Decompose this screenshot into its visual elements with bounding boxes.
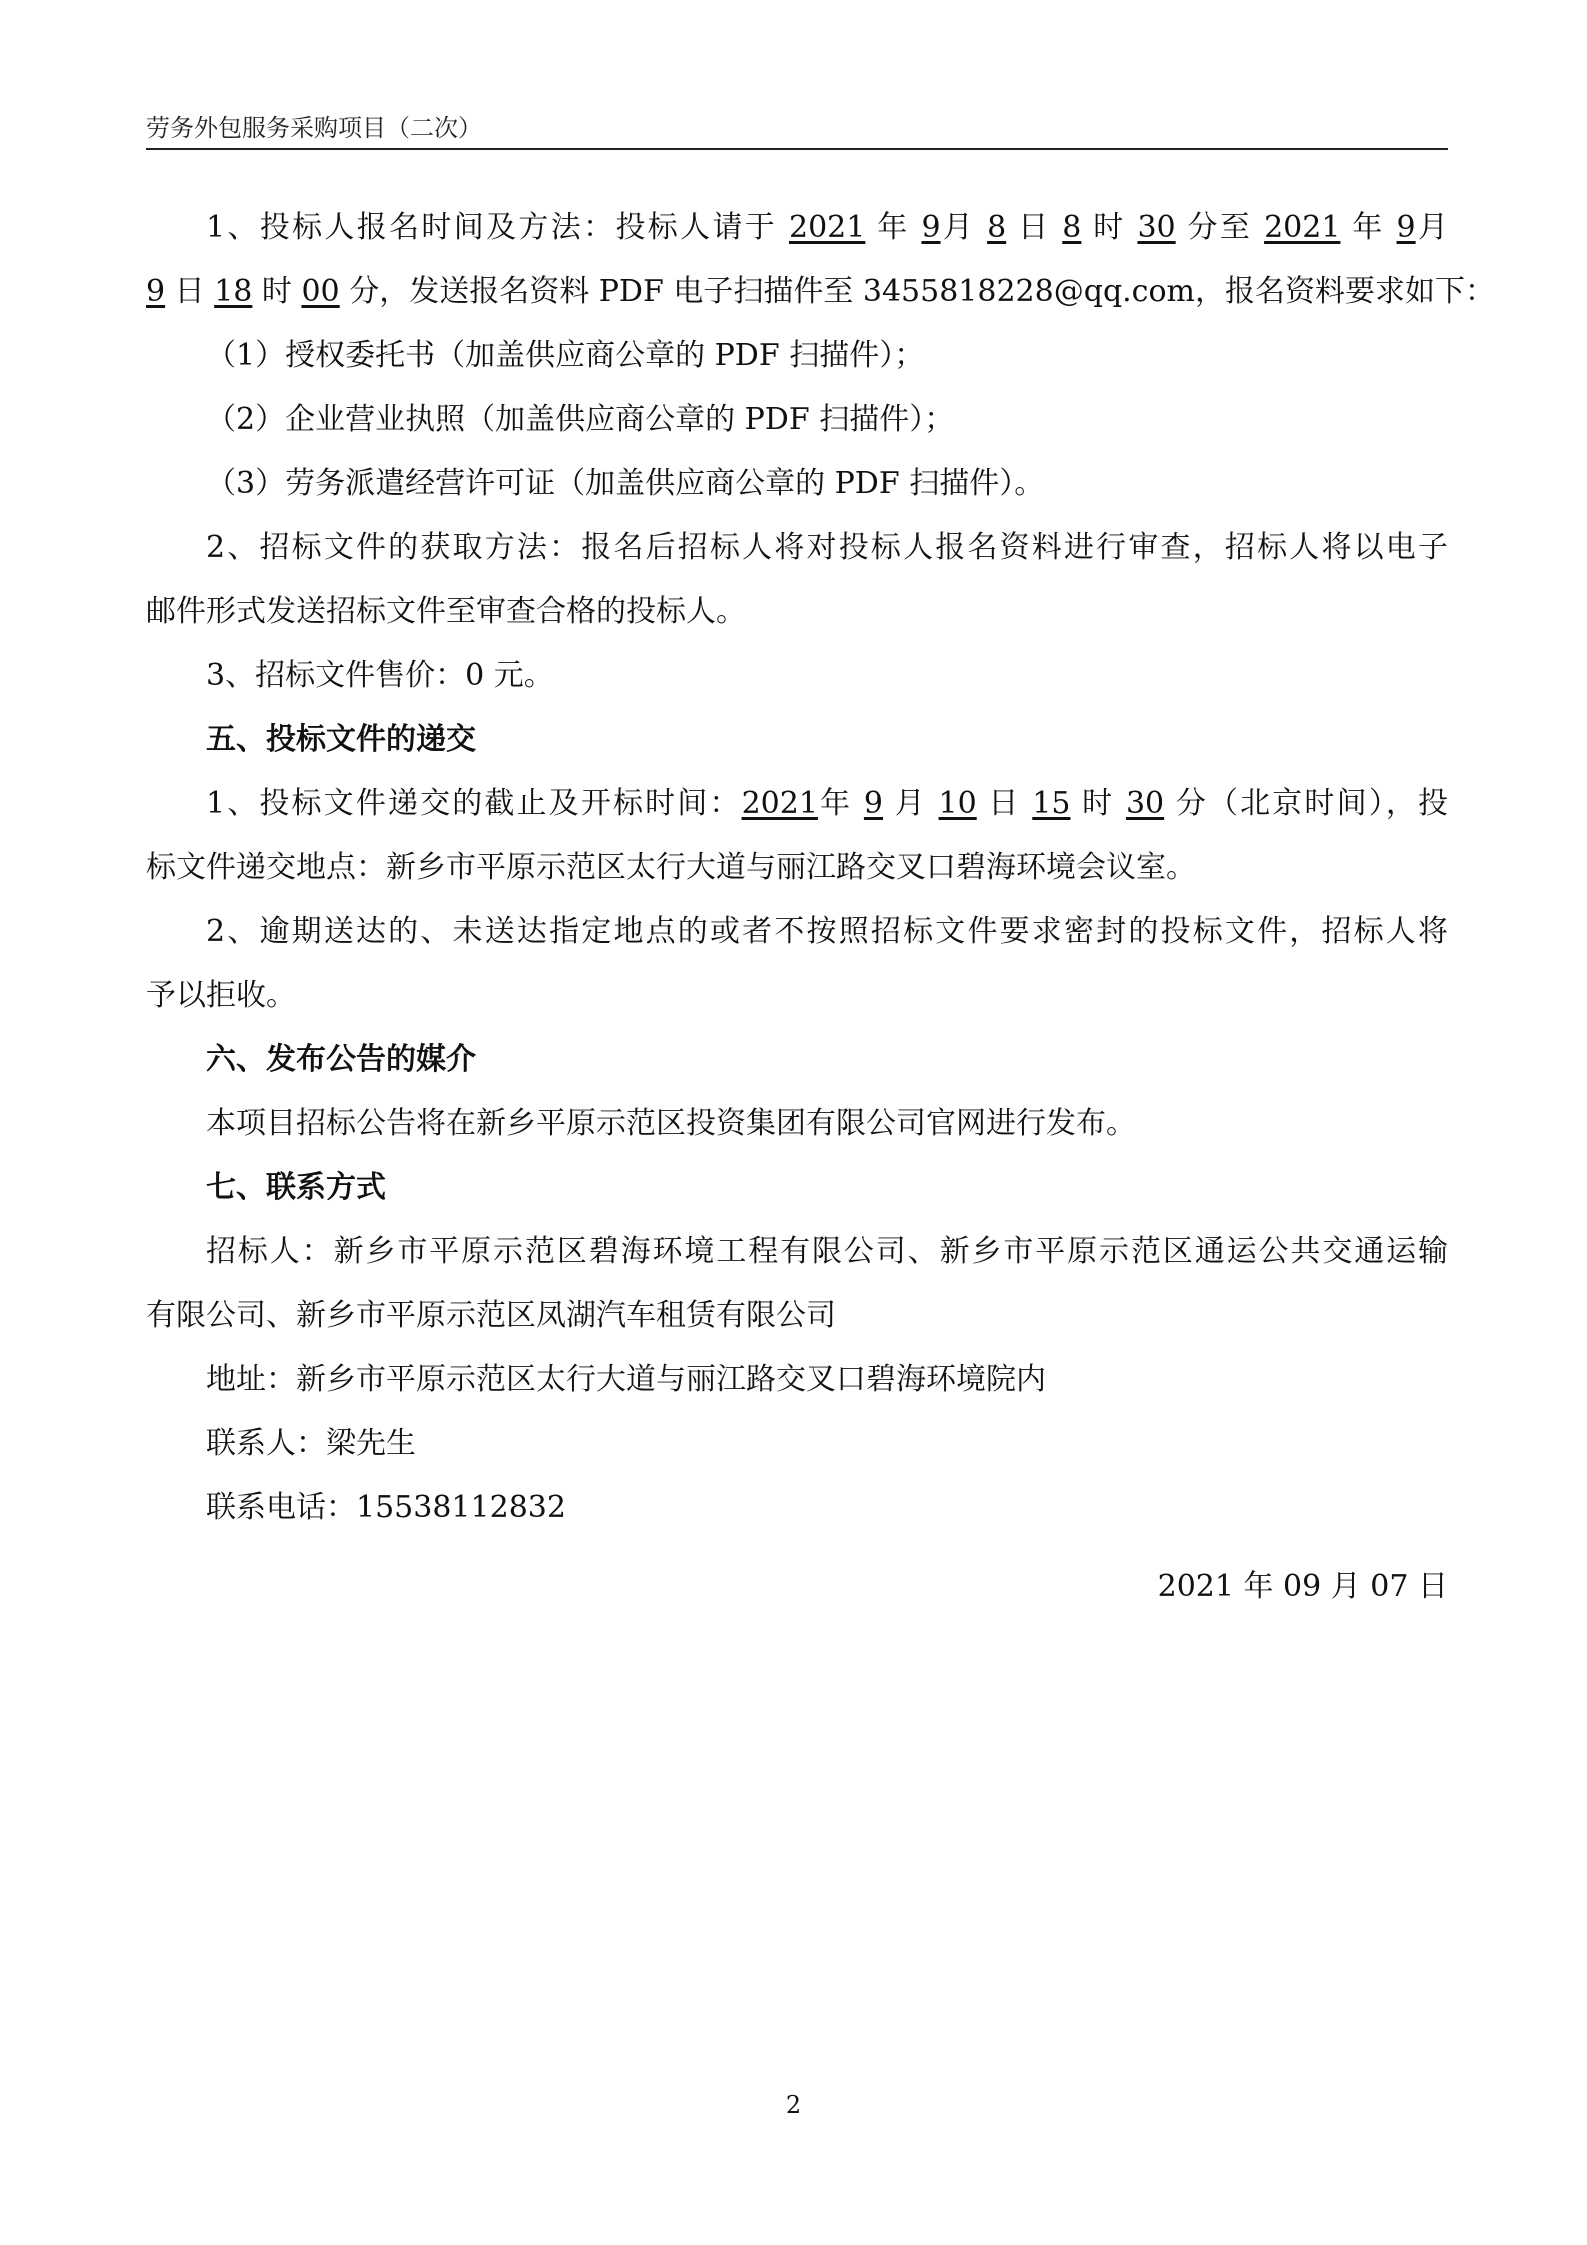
tenderer-line-2: 有限公司、新乡市平原示范区凤湖汽车租赁有限公司 (146, 1298, 836, 1333)
requirement-item: （1）授权委托书（加盖供应商公章的 PDF 扫描件）； (206, 338, 925, 373)
deadline-line-2: 标文件递交地点：新乡市平原示范区太行大道与丽江路交叉口碧海环境会议室。 (146, 850, 1196, 885)
tenderer-line-1: 招标人：新乡市平原示范区碧海环境工程有限公司、新乡市平原示范区通运公共交通运输 (206, 1234, 1448, 1269)
section-5-heading: 五、投标文件的递交 (206, 722, 476, 757)
document-date: 2021 年 09 月 07 日 (1157, 1569, 1448, 1604)
requirement-item: （2）企业营业执照（加盖供应商公章的 PDF 扫描件）； (206, 402, 955, 437)
address: 地址：新乡市平原示范区太行大道与丽江路交叉口碧海环境院内 (206, 1362, 1046, 1397)
late-submission-line-1: 2、逾期送达的、未送达指定地点的或者不按照招标文件要求密封的投标文件，招标人将 (206, 914, 1448, 949)
document-body (146, 196, 1495, 1540)
contact-phone: 联系电话：15538112832 (206, 1490, 566, 1525)
late-submission-line-2: 予以拒收。 (146, 978, 296, 1013)
tender-doc-price: 3、招标文件售价：0 元。 (206, 658, 554, 693)
registration-time-line-2: 9 日 18 时 00 分，发送报名资料 PDF 电子扫描件至 3455818228@qq.com，报名资料要求如下： (146, 274, 1495, 309)
page-number: 2 (785, 2091, 802, 2119)
header-title: 劳务外包服务采购项目（二次） (146, 114, 482, 142)
tender-doc-method-line-2: 邮件形式发送招标文件至审查合格的投标人。 (146, 594, 746, 629)
section-7-heading: 七、联系方式 (206, 1170, 386, 1205)
requirement-item: （3）劳务派遣经营许可证（加盖供应商公章的 PDF 扫描件）。 (206, 466, 1045, 501)
deadline-line-1: 1、投标文件递交的截止及开标时间：2021年 9 月 10 日 15 时 30 分（北京时间），投 (206, 786, 1449, 821)
section-6-heading: 六、发布公告的媒介 (206, 1042, 476, 1077)
publication-media: 本项目招标公告将在新乡平原示范区投资集团有限公司官网进行发布。 (206, 1106, 1136, 1141)
contact-person: 联系人：梁先生 (206, 1426, 416, 1461)
registration-time-line: 1、投标人报名时间及方法：投标人请于 2021 年 9月 8 日 8 时 30 分至 2021 年 9月 (206, 210, 1448, 245)
tender-doc-method-line-1: 2、招标文件的获取方法：报名后招标人将对投标人报名资料进行审查，招标人将以电子 (206, 530, 1448, 565)
page-header (146, 108, 1448, 150)
